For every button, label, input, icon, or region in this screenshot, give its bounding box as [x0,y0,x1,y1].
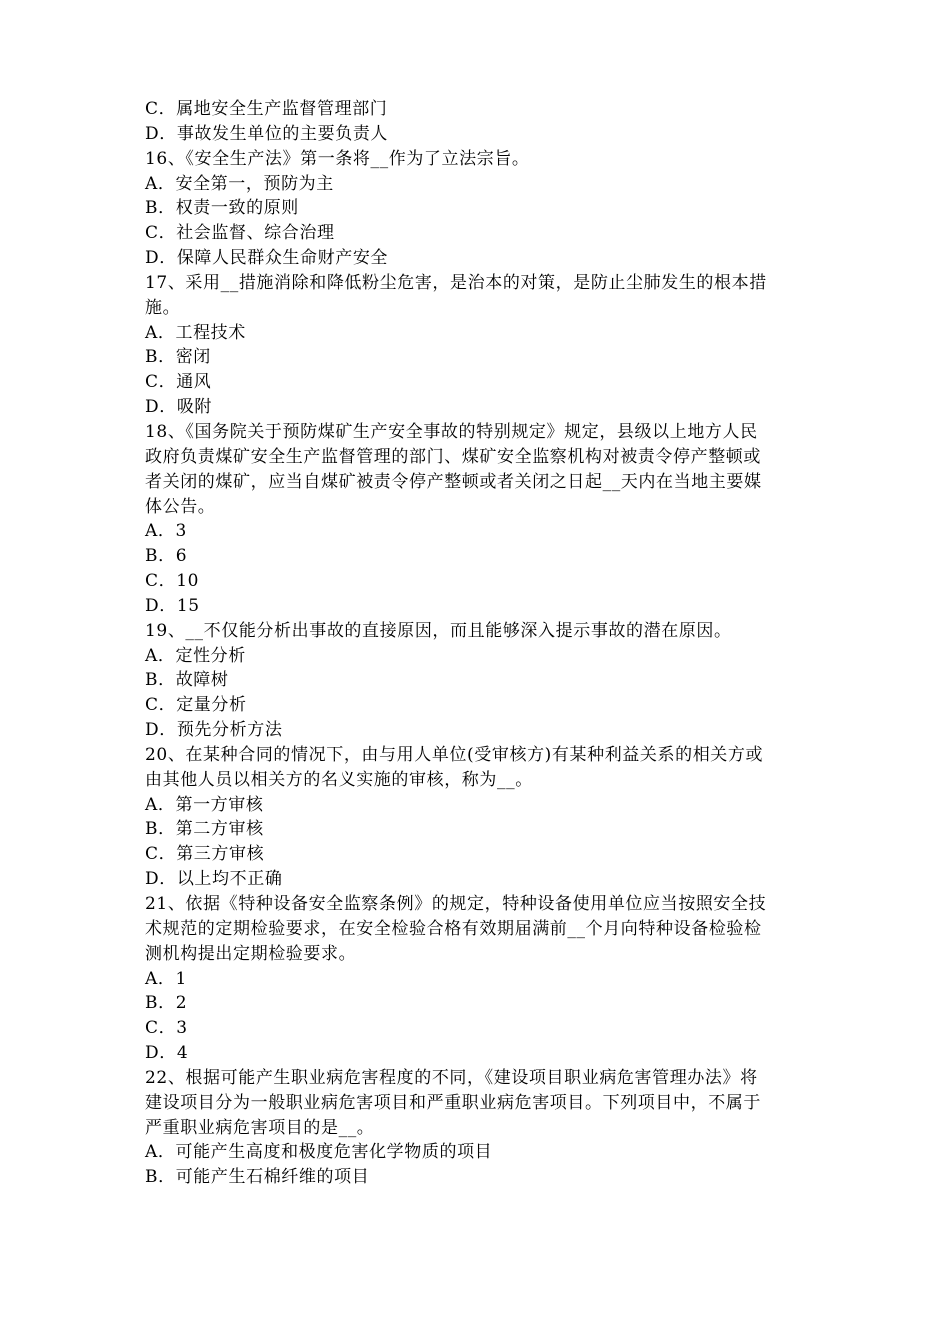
option-line: D．吸附 [145,397,213,418]
option-line: A．3 [145,521,187,542]
option-line: C．第三方审核 [145,844,265,865]
option-line: C．属地安全生产监督管理部门 [145,99,388,119]
question-line: 17、采用__措施消除和降低粉尘危害，是治本的对策，是防止尘肺发生的根本措 [145,272,767,293]
question-line: 20、在某种合同的情况下，由与用人单位(受审核方)有某种利益关系的相关方或 [145,744,764,765]
option-line: D．以上均不正确 [145,869,283,890]
question-line: 22、根据可能产生职业病危害程度的不同，《建设项目职业病危害管理办法》将 [145,1067,758,1088]
option-line: D．保障人民群众生命财产安全 [145,248,389,269]
option-line: A．定性分析 [145,645,246,666]
option-line: B．可能产生石棉纤维的项目 [145,1167,370,1188]
question-line: 测机构提出定期检验要求。 [145,943,357,964]
option-line: A．1 [145,968,187,989]
question-line: 16、《安全生产法》第一条将__作为了立法宗旨。 [145,148,530,169]
question-line: 术规范的定期检验要求，在安全检验合格有效期届满前__个月向特种设备检验检 [145,918,762,939]
question-line: 体公告。 [145,496,216,517]
question-line: 政府负责煤矿安全生产监督管理的部门、煤矿安全监察机构对被责令停产整顿或 [145,446,761,467]
option-line: B．6 [145,546,188,567]
option-line: B．第二方审核 [145,819,264,840]
option-line: D．事故发生单位的主要负责人 [145,123,389,144]
document-page [145,97,810,1190]
option-line: C．3 [145,1018,188,1039]
option-line: D．15 [145,595,200,616]
option-line: B．密闭 [145,347,211,368]
option-line: A．可能产生高度和极度危害化学物质的项目 [145,1142,493,1163]
option-line: B．故障树 [145,670,229,691]
option-line: C．通风 [145,372,212,393]
question-line: 严重职业病危害项目的是__。 [145,1117,375,1138]
question-line: 施。 [145,297,181,318]
question-line: 18、《国务院关于预防煤矿生产安全事故的特别规定》规定，县级以上地方人民 [145,421,758,442]
question-line: 建设项目分为一般职业病危害项目和严重职业病危害项目。下列项目中，不属于 [145,1092,761,1113]
option-line: B．权责一致的原则 [145,198,299,219]
question-line: 21、依据《特种设备安全监察条例》的规定，特种设备使用单位应当按照安全技 [145,894,767,914]
option-line: D．4 [145,1043,189,1064]
option-line: A．安全第一，预防为主 [145,173,334,194]
option-line: B．2 [145,993,188,1014]
option-line: C．定量分析 [145,695,247,716]
question-line: 由其他人员以相关方的名义实施的审核，称为__。 [145,769,533,790]
question-line: 19、__不仅能分析出事故的直接原因，而且能够深入提示事故的潜在原因。 [145,620,732,641]
option-line: C．社会监督、综合治理 [145,223,335,244]
option-line: D．预先分析方法 [145,720,283,741]
option-line: A．工程技术 [145,322,246,343]
option-line: A．第一方审核 [145,794,264,815]
question-line: 者关闭的煤矿，应当自煤矿被责令停产整顿或者关闭之日起__天内在当地主要媒 [145,471,762,492]
option-line: C．10 [145,571,200,592]
